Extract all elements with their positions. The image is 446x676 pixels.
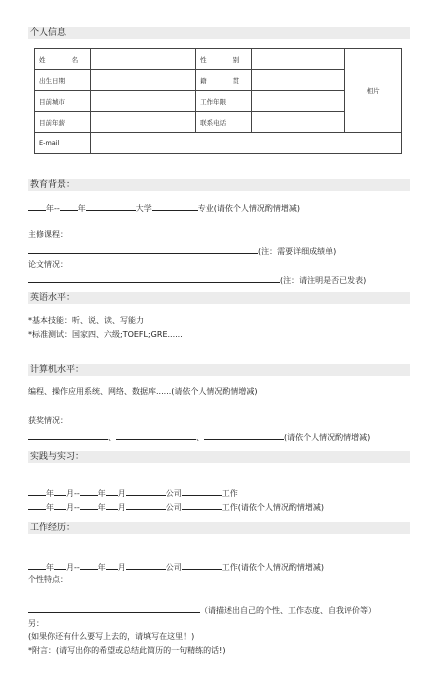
section-english-heading: 英语水平： (28, 292, 410, 304)
practice2-year-start[interactable] (28, 501, 46, 510)
practice1-company[interactable] (126, 487, 166, 496)
attach-note: *附言：(请写出你的希望或总结此简历的一句精练的话!) (28, 646, 226, 655)
work-job[interactable] (182, 561, 222, 570)
value-gender[interactable] (252, 49, 345, 70)
english-tests: *标准测试：国家四、六级;TOEFL;GRE...... (28, 330, 183, 339)
label-city: 目前城市 (35, 91, 91, 112)
practice1-year-start[interactable] (28, 487, 46, 496)
value-name[interactable] (91, 49, 196, 70)
value-email[interactable] (91, 133, 402, 154)
thesis-blank[interactable] (28, 274, 280, 283)
traits-blank[interactable] (28, 604, 200, 613)
personal-info-table (34, 48, 402, 154)
label-native: 籍 贯 (196, 70, 252, 91)
award-blank-1[interactable] (28, 431, 108, 440)
section-computer-heading: 计算机水平： (28, 364, 410, 376)
courses-label: 主修课程： (28, 230, 68, 239)
practice-line-1: 年 月-- 年 月 公司 工作 (28, 487, 238, 499)
traits-line: （请描述出自己的个性、工作态度、自我评价等） (28, 604, 376, 616)
other-label: 另： (28, 619, 44, 628)
thesis-label: 论文情况： (28, 260, 68, 269)
courses-line: (注：需要详细成绩单) (28, 245, 336, 257)
practice2-company[interactable] (126, 501, 166, 510)
education-line: 年-- 年 大学 专业(请依个人情况酌情增减) (28, 202, 300, 214)
work-month-end[interactable] (106, 561, 118, 570)
section-practice-heading: 实践与实习： (28, 451, 410, 463)
practice1-year-end[interactable] (80, 487, 98, 496)
work-year-end[interactable] (80, 561, 98, 570)
label-years: 工作年限 (196, 91, 252, 112)
value-status[interactable] (91, 112, 196, 133)
label-email: E-mail (35, 133, 91, 154)
practice1-month-start[interactable] (54, 487, 66, 496)
label-gender: 性 别 (196, 49, 252, 70)
photo-box: 相片 (345, 49, 402, 133)
practice2-month-start[interactable] (54, 501, 66, 510)
work-line: 年 月-- 年 月 公司 工作(请依个人情况酌情增减) (28, 561, 324, 573)
computer-desc: 编程、操作应用系统、网络、数据库......(请依个人情况酌情增减) (28, 387, 258, 396)
work-month-start[interactable] (54, 561, 66, 570)
practice2-job[interactable] (182, 501, 222, 510)
awards-label: 获奖情况： (28, 416, 68, 425)
section-education-heading: 教育背景： (28, 179, 410, 191)
edu-major-blank[interactable] (152, 202, 198, 211)
practice1-job[interactable] (182, 487, 222, 496)
value-birth[interactable] (91, 70, 196, 91)
courses-blank[interactable] (28, 245, 258, 254)
practice1-month-end[interactable] (106, 487, 118, 496)
other-note: (如果你还有什么要写上去的，请填写在这里！) (28, 632, 195, 641)
label-phone: 联系电话 (196, 112, 252, 133)
value-city[interactable] (91, 91, 196, 112)
practice2-year-end[interactable] (80, 501, 98, 510)
award-blank-2[interactable] (116, 431, 196, 440)
section-work-heading: 工作经历： (28, 522, 410, 534)
practice2-month-end[interactable] (106, 501, 118, 510)
edu-start-year-blank[interactable] (28, 202, 46, 211)
awards-line: 、 、 (请依个人情况酌情增减) (28, 431, 370, 443)
section-personal-heading: 个人信息 (28, 27, 410, 39)
work-year-start[interactable] (28, 561, 46, 570)
label-status: 目前年薪 (35, 112, 91, 133)
value-phone[interactable] (252, 112, 345, 133)
edu-end-year-blank[interactable] (60, 202, 78, 211)
work-company[interactable] (126, 561, 166, 570)
award-blank-3[interactable] (204, 431, 284, 440)
english-skills: *基本技能：听、说、读、写能力 (28, 316, 144, 325)
thesis-line: (注：请注明是否已发表) (28, 274, 366, 286)
label-name: 姓 名 (35, 49, 91, 70)
value-native[interactable] (252, 70, 345, 91)
edu-university-blank[interactable] (86, 202, 136, 211)
traits-label: 个性特点： (28, 575, 68, 584)
value-years[interactable] (252, 91, 345, 112)
practice-line-2: 年 月-- 年 月 公司 工作(请依个人情况酌情增减) (28, 501, 324, 513)
label-birth: 出生日期 (35, 70, 91, 91)
